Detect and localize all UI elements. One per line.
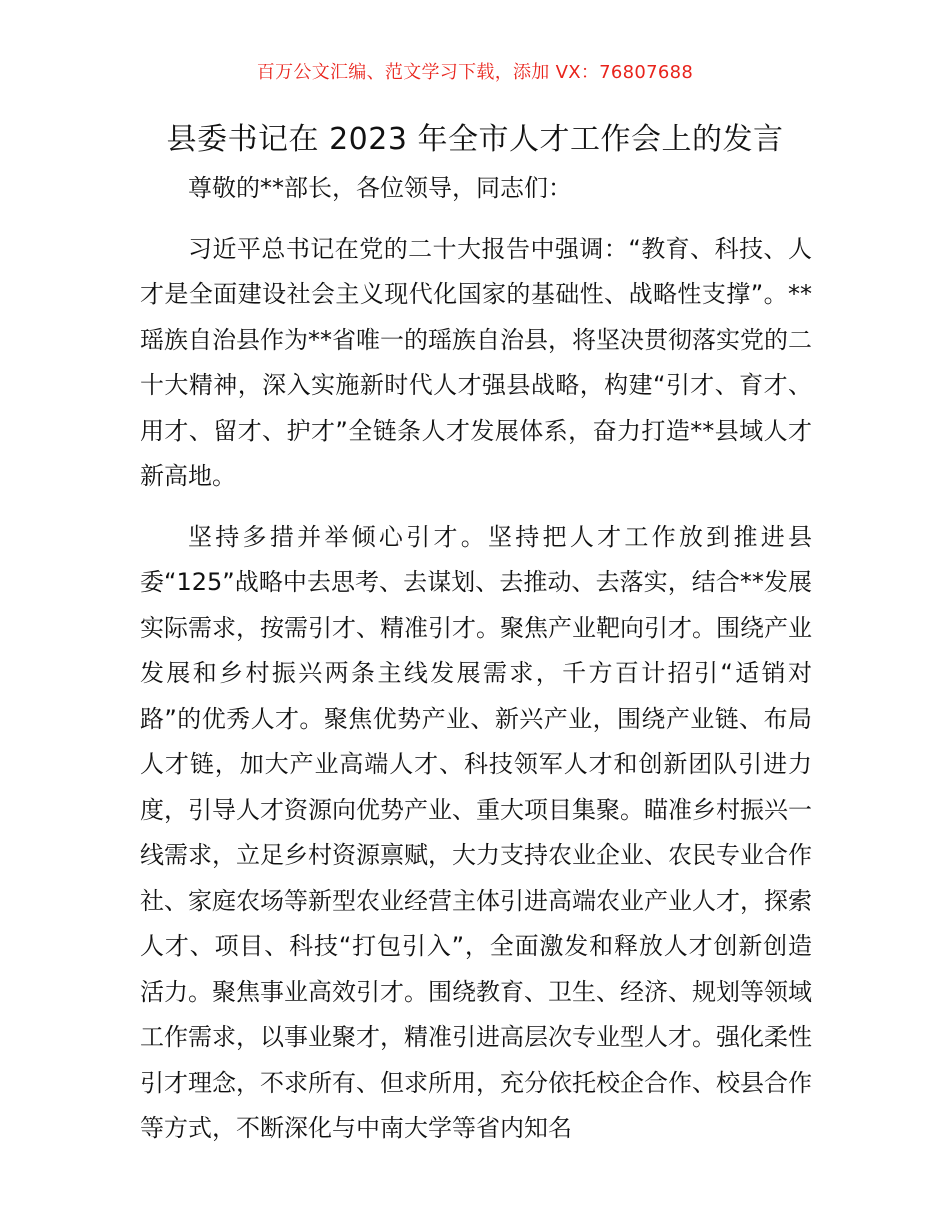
paragraph-intro: 习近平总书记在党的二十大报告中强调：“教育、科技、人才是全面建设社会主义现代化国家的基础性、战略性支撑”。**瑶族自治县作为**省唯一的瑶族自治县，将坚决贯彻落实党的二十大精神，深入实施新时代人才强县战略，构建“引才、育才、用才、留才、护才”全链条人才发展体系，奋力打造**县域人才新高地。	[140, 234, 812, 490]
document-body	[140, 166, 812, 1152]
watermark-banner: 百万公文汇编、范文学习下载，添加 VX：76807688	[256, 62, 694, 83]
document-title: 县委书记在 2023 年全市人才工作会上的发言	[166, 122, 784, 157]
salutation: 尊敬的**部长，各位领导，同志们：	[188, 174, 572, 202]
paragraph-talent-recruitment: 坚持多措并举倾心引才。坚持把人才工作放到推进县委“125”战略中去思考、去谋划、去推动、去落实，结合**发展实际需求，按需引才、精准引才。聚焦产业靶向引才。围绕产业发展和乡村振兴两条主线发展需求，千方百计招引“适销对路”的优秀人才。聚焦优势产业、新兴产业，围绕产业链、布局人才链，加大产业高端人才、科技领军人才和创新团队引进力度，引导人才资源向优势产业、重大项目集聚。瞄准乡村振兴一线需求，立足乡村资源禀赋，大力支持农业企业、农民专业合作社、家庭农场等新型农业经营主体引进高端农业产业人才，探索人才、项目、科技“打包引入”，全面激发和释放人才创新创造活力。聚焦事业高效引才。围绕教育、卫生、经济、规划等领域工作需求，以事业聚才，精准引进高层次专业型人才。强化柔性引才理念，不求所有、但求所用，充分依托校企合作、校县合作等方式，不断深化与中南大学等省内知名	[140, 522, 812, 1142]
